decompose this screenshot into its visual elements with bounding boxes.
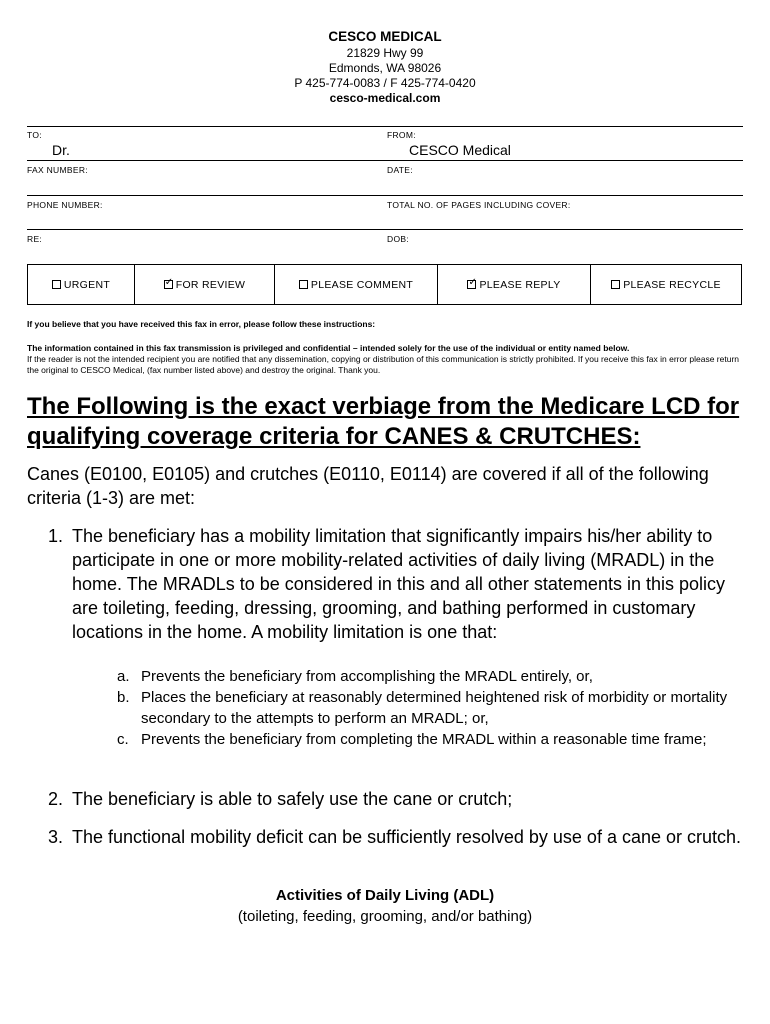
checked-checkbox-icon[interactable]	[164, 280, 173, 289]
criterion-text: The functional mobility deficit can be sufficiently resolved by use of a cane or crutch.	[72, 827, 742, 847]
address-line-1: 21829 Hwy 99	[346, 46, 424, 60]
subcriterion-letter: c.	[117, 731, 129, 748]
checked-checkbox-icon[interactable]	[467, 280, 476, 289]
document-title: The Following is the exact verbiage from the Medicare LCD for qualifying coverage criteria for CANES & CRUTCHES:	[27, 393, 740, 450]
checkbox-icon[interactable]	[52, 280, 61, 289]
option-label: PLEASE RECYCLE	[623, 278, 721, 291]
divider	[27, 195, 743, 196]
to-label: TO:	[27, 130, 42, 140]
criterion-number: 3.	[48, 827, 64, 847]
criterion-1	[48, 524, 748, 644]
website: cesco-medical.com	[329, 91, 441, 105]
subcriterion-text: Places the beneficiary at reasonably determined heightened risk of morbidity or mortality secondary to the attempts to perform an MRADL; or,	[141, 689, 728, 727]
from-value: CESCO Medical	[409, 142, 511, 158]
intro-paragraph: Canes (E0100, E0105) and crutches (E0110, E0114) are covered if all of the following criteria (1-3) are met:	[27, 464, 709, 508]
subcriterion-c	[117, 729, 747, 750]
option-label: PLEASE REPLY	[479, 278, 561, 291]
option-please-recycle[interactable]	[591, 265, 741, 304]
subcriterion-b	[117, 687, 747, 729]
subcriterion-text: Prevents the beneficiary from completing the MRADL within a reasonable time frame;	[141, 731, 707, 748]
phone-fax-line: P 425-774-0083 / F 425-774-0420	[294, 76, 476, 90]
confidentiality-bold: The information contained in this fax transmission is privileged and confidential – intended solely for the use of the individual or entity named below.	[27, 343, 630, 353]
company-name: CESCO MEDICAL	[328, 29, 442, 44]
re-label: RE:	[27, 234, 43, 244]
from-label: FROM:	[387, 130, 416, 140]
divider	[27, 126, 743, 127]
option-for-review[interactable]	[135, 265, 275, 304]
subcriterion-letter: a.	[117, 668, 130, 685]
criterion-text: The beneficiary is able to safely use the cane or crutch;	[72, 789, 513, 809]
confidentiality-notice	[27, 343, 743, 376]
to-value: Dr.	[52, 142, 70, 158]
error-instructions: If you believe that you have received this fax in error, please follow these instructions:	[27, 319, 376, 329]
criterion-3	[48, 825, 748, 849]
option-label: URGENT	[63, 278, 111, 291]
criterion-number: 1.	[48, 526, 64, 546]
total-pages-label: TOTAL NO. OF PAGES INCLUDING COVER:	[387, 200, 571, 210]
option-please-comment[interactable]	[275, 265, 438, 304]
subcriterion-text: Prevents the beneficiary from accomplishing the MRADL entirely, or,	[141, 668, 593, 685]
confidentiality-text: If the reader is not the intended recipient you are notified that any dissemination, copying or distribution of this communication is strictly prohibited. If you receive this fax in error please return the original to CESCO Medical, (fax number listed above) and destroy the original. Thank you.	[27, 354, 740, 375]
checkbox-icon[interactable]	[611, 280, 620, 289]
option-label: FOR REVIEW	[175, 278, 246, 291]
option-label: PLEASE COMMENT	[310, 278, 414, 291]
address-line-2: Edmonds, WA 98026	[328, 61, 442, 75]
subcriterion-a	[117, 666, 747, 687]
criterion-2	[48, 787, 748, 811]
criterion-number: 2.	[48, 789, 64, 809]
option-please-reply[interactable]	[438, 265, 591, 304]
subcriterion-letter: b.	[117, 689, 130, 706]
date-label: DATE:	[387, 165, 413, 175]
checkbox-icon[interactable]	[299, 280, 308, 289]
divider	[27, 229, 743, 230]
option-urgent[interactable]	[28, 265, 135, 304]
criterion-text: The beneficiary has a mobility limitation that significantly impairs his/her ability to participate in one or more mobility-related activities of daily living (MRADL) in the home. The MRADLs to be considered in this and all other statements in this policy are toileting, feeding, dressing, grooming, and bathing performed in customary locations in the home. A mobility limitation is one that:	[72, 526, 726, 642]
dob-label: DOB:	[387, 234, 409, 244]
adl-title: Activities of Daily Living (ADL)	[275, 887, 495, 904]
fax-options-table	[27, 264, 742, 305]
adl-subtitle: (toileting, feeding, grooming, and/or bathing)	[237, 908, 533, 925]
phone-number-label: PHONE NUMBER:	[27, 200, 103, 210]
divider	[27, 160, 743, 161]
fax-number-label: FAX NUMBER:	[27, 165, 88, 175]
